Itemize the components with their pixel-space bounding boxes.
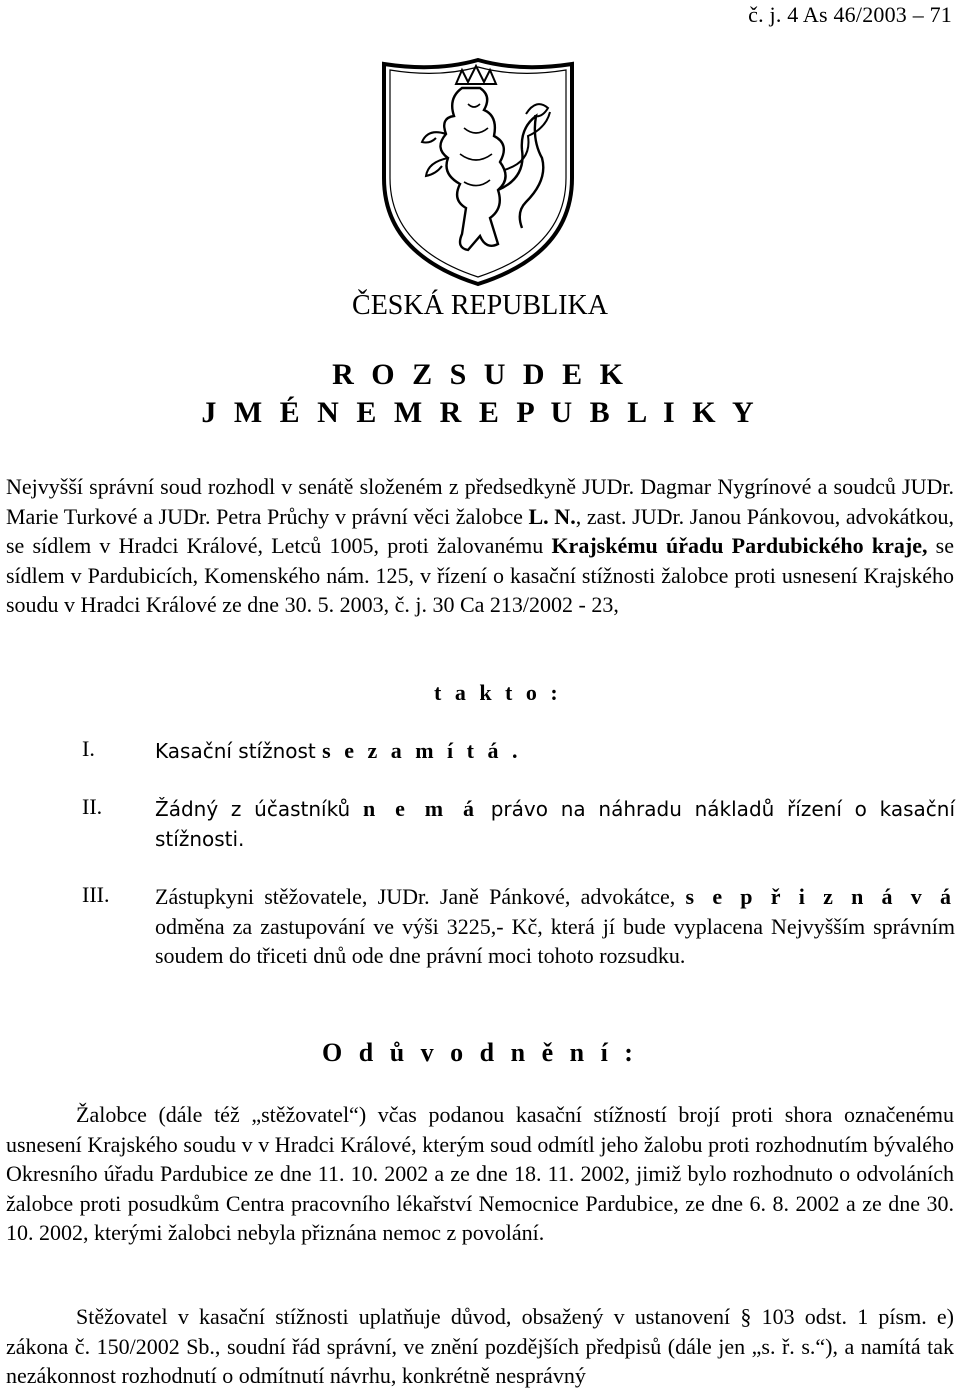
- judgment-title: R O Z S U D E K: [332, 358, 628, 391]
- plaintiff-name: L. N.: [528, 503, 576, 529]
- country-title: ČESKÁ REPUBLIKA: [352, 290, 608, 321]
- item-emphasis: n e m á: [362, 796, 478, 821]
- reasoning-heading: O d ů v o d n ě n í :: [322, 1038, 638, 1067]
- item-number-3: III.: [82, 882, 110, 907]
- item-emphasis: s e z a m í t á .: [322, 738, 522, 763]
- intro-text-1: Nejvyšší správní soud rozhodl v senátě složeném z předsedkyně JUDr. Dagmar Nygrínové a soudců JUDr. Marie Turkové a JUDr. Petra Průchy v právní věci žalobce: [6, 474, 954, 529]
- item-text: odměna za zastupování ve výši 3225,- Kč, která jí bude vyplacena Nejvyšším správním soudem do třiceti dnů ode dne právní moci tohoto rozsudku.: [155, 913, 955, 968]
- intro-paragraph: [6, 472, 954, 620]
- intro-text-3: se sídlem v Pardubicích, Komenského nám. 125, v řízení o kasační stížnosti žalobce proti usnesení Krajského soudu v Hradci Králové ze dne 30. 5. 2003, č. j. 30 Ca 213/2002 - 23,: [6, 533, 954, 617]
- item-text: Žádný z účastníků: [155, 797, 363, 821]
- verdict-item-3: [155, 882, 955, 971]
- verdict-item-2: [155, 794, 955, 854]
- item-text: právo na náhradu nákladů řízení o kasační stížnosti.: [155, 797, 955, 851]
- verdict-item-1: [155, 736, 955, 767]
- item-number-1: I.: [82, 736, 95, 761]
- item-number-2: II.: [82, 794, 103, 819]
- takto-heading: t a k t o :: [434, 680, 562, 705]
- reasoning-paragraph-1: Žalobce (dále též „stěžovatel“) včas podanou kasační stížností brojí proti shora označenému usnesení Krajského soudu v v Hradci Králové, kterým soud odmítl jeho žalobu proti rozhodnutím bývalého Okresního úřadu Pardubice ze dne 11. 10. 2002 a ze dne 18. 11. 2002, jimiž bylo rozhodnuto o odvoláních žalobce proti posudkům Centra pracovního lékařství Nemocnice Pardubice, ze dne 6. 8. 2002 a ze dne 30. 10. 2002, kterými žalobci nebyla přiznána nemoc z povolání.: [6, 1102, 954, 1245]
- intro-text-2: , zast. JUDr. Janou Pánkovou, advokátkou, se sídlem v Hradci Králové, Letců 1005, proti žalovanému: [6, 503, 954, 558]
- coat-of-arms-icon: [376, 58, 580, 288]
- item-text: Kasační stížnost: [155, 739, 323, 763]
- reasoning-paragraph-2: Stěžovatel v kasační stížnosti uplatňuje důvod, obsažený v ustanovení § 103 odst. 1 písm. e) zákona č. 150/2002 Sb., soudní řád správní, ve znění pozdějších předpisů (dále jen „s. ř. s.“), a namítá tak nezákonnost rozhodnutí o odmítnutí návrhu, konkrétně nesprávný: [6, 1304, 954, 1388]
- case-number: č. j. 4 As 46/2003 – 71: [748, 2, 952, 27]
- judgment-subtitle: J M É N E M R E P U B L I K Y: [201, 396, 759, 429]
- defendant-name: Krajskému úřadu Pardubického kraje,: [551, 533, 928, 558]
- item-text: Zástupkyni stěžovatele, JUDr. Janě Pánkové, advokátce,: [155, 884, 686, 909]
- item-emphasis: s e p ř i z n á v á: [685, 884, 955, 909]
